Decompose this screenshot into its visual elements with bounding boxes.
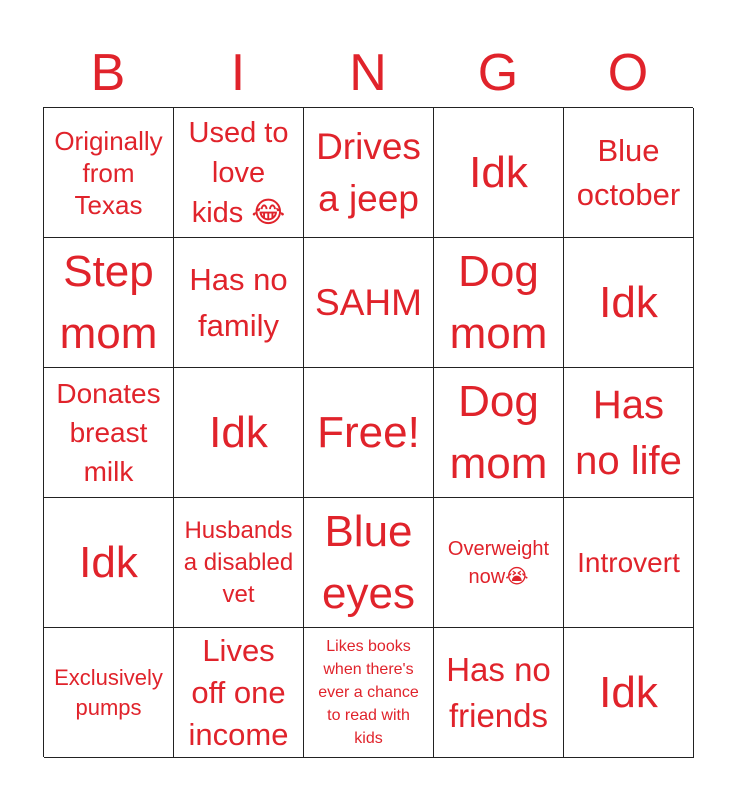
bingo-cell[interactable] bbox=[304, 628, 434, 758]
cell-text: Step mom bbox=[59, 246, 158, 358]
cell-text: Drives a jeep bbox=[316, 125, 421, 219]
bingo-cell[interactable] bbox=[174, 628, 304, 758]
cell-text: Dog mom bbox=[449, 376, 548, 488]
header-letter-b: B bbox=[90, 44, 126, 102]
bingo-cell[interactable] bbox=[564, 628, 694, 758]
bingo-cell[interactable] bbox=[304, 238, 434, 368]
bingo-cell[interactable] bbox=[304, 498, 434, 628]
bingo-cell[interactable] bbox=[564, 238, 694, 368]
cell-text: Introvert bbox=[577, 546, 680, 578]
cell-text: Idk bbox=[599, 667, 658, 717]
bingo-cell[interactable] bbox=[564, 368, 694, 498]
bingo-cell[interactable] bbox=[44, 108, 174, 238]
cell-text: Overweight now😭 bbox=[447, 537, 550, 588]
cell-text: Used to love kids 😂 bbox=[188, 116, 289, 229]
cell-text: Has no friends bbox=[446, 650, 551, 734]
header-letter-i: I bbox=[230, 44, 246, 102]
free-space-cell[interactable] bbox=[304, 368, 434, 498]
cell-text: Blue october bbox=[576, 132, 681, 212]
bingo-cell[interactable] bbox=[434, 238, 564, 368]
bingo-cell[interactable] bbox=[564, 498, 694, 628]
cell-text: Idk bbox=[469, 147, 528, 197]
bingo-cell[interactable] bbox=[564, 108, 694, 238]
bingo-cell[interactable] bbox=[174, 368, 304, 498]
cell-text: Has no life bbox=[575, 382, 682, 483]
cell-text: Husbands a disabled vet bbox=[183, 516, 294, 608]
cell-text: Likes books when there's ever a chance to read with kids bbox=[318, 638, 419, 747]
header-letter-o: O bbox=[607, 44, 649, 102]
cell-text: Donates breast milk bbox=[56, 378, 161, 487]
bingo-cell[interactable] bbox=[434, 498, 564, 628]
bingo-cell[interactable] bbox=[44, 628, 174, 758]
bingo-cell[interactable] bbox=[44, 368, 174, 498]
bingo-cell[interactable] bbox=[304, 108, 434, 238]
bingo-cell[interactable] bbox=[174, 498, 304, 628]
cell-text: Lives off one income bbox=[188, 632, 289, 752]
bingo-cell[interactable] bbox=[434, 368, 564, 498]
cell-text: Blue eyes bbox=[322, 506, 415, 618]
bingo-cell[interactable] bbox=[434, 628, 564, 758]
cell-text: Idk bbox=[79, 537, 138, 587]
cell-text: Exclusively pumps bbox=[54, 664, 163, 720]
header-letter-g: G bbox=[477, 44, 519, 102]
cell-text: Idk bbox=[209, 407, 268, 457]
cell-text: Idk bbox=[599, 277, 658, 327]
bingo-cell[interactable] bbox=[174, 238, 304, 368]
bingo-cell[interactable] bbox=[44, 238, 174, 368]
header-letter-n: N bbox=[349, 44, 387, 102]
cell-text: Dog mom bbox=[449, 246, 548, 358]
cell-text: SAHM bbox=[315, 281, 422, 323]
bingo-cell[interactable] bbox=[44, 498, 174, 628]
bingo-cell[interactable] bbox=[174, 108, 304, 238]
bingo-cell[interactable] bbox=[434, 108, 564, 238]
cell-text: Has no family bbox=[189, 261, 288, 343]
cell-text: Originally from Texas bbox=[54, 125, 163, 220]
bingo-board bbox=[43, 107, 693, 757]
cell-text: Free! bbox=[317, 407, 420, 457]
bingo-header bbox=[43, 40, 693, 106]
